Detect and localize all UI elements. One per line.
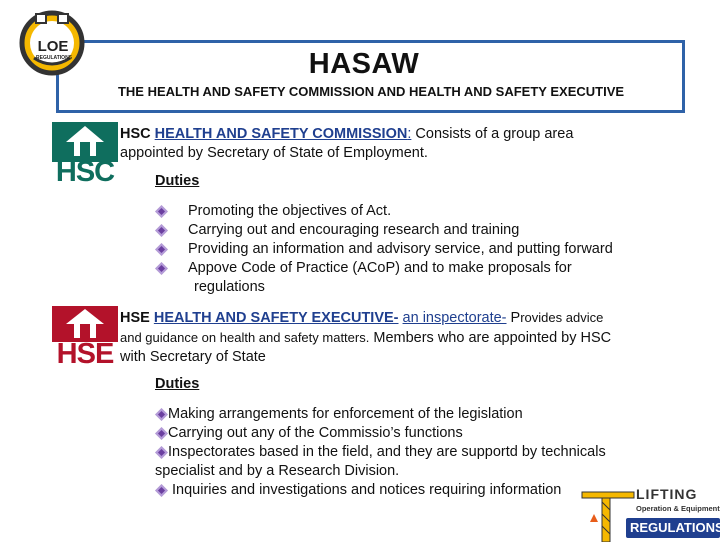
hse-desc-small2: and guidance on health and safety matters. <box>120 330 370 345</box>
hsc-duty-item <box>155 259 695 278</box>
hse-desc-line3: with Secretary of State <box>120 349 266 365</box>
hse-duties-label: Duties <box>155 376 200 392</box>
hsc-duties-label: Duties <box>155 173 200 189</box>
hse-logo-text: HSE <box>56 338 114 370</box>
page-subtitle: THE HEALTH AND SAFETY COMMISSION AND HEALTH AND SAFETY EXECUTIVE <box>117 84 625 99</box>
header-frame-bottom <box>56 110 685 113</box>
lifting-regulations-logo <box>578 484 723 542</box>
hsc-duty-continuation <box>155 278 695 297</box>
hse-duty-text: Inquiries and investigations and notices requiring information <box>168 482 562 498</box>
hsc-duty-item <box>155 221 695 240</box>
lifting-logo-line2: Operation & Equipment <box>636 504 720 513</box>
hse-duty-text: Carrying out any of the Commissio’s functions <box>168 425 463 441</box>
hse-duty-item <box>155 443 695 462</box>
hsc-logo <box>52 122 118 186</box>
diamond-bullet-icon <box>155 262 168 275</box>
hsc-duty-text: Providing an information and advisory service, and putting forward <box>188 241 613 257</box>
hse-duty-item <box>155 405 695 424</box>
hsc-duty-item <box>155 202 695 221</box>
diamond-bullet-icon <box>155 224 168 237</box>
lifting-logo-line3: REGULATIONS <box>630 520 724 535</box>
hse-duty-text: Making arrangements for enforcement of the legislation <box>168 406 523 422</box>
diamond-bullet-icon <box>155 484 168 497</box>
diamond-bullet-icon <box>155 408 168 421</box>
hse-duty-text: Inspectorates based in the field, and they are supportd by technicals <box>168 444 606 460</box>
diamond-bullet-icon <box>155 427 168 440</box>
hsc-colon: : <box>407 126 412 142</box>
hsc-logo-text: HSC <box>55 156 115 188</box>
loe-logo-text: LOE <box>37 38 69 55</box>
hsc-duty-text: regulations <box>194 279 265 295</box>
hse-duty-text: specialist and by a Research Division. <box>155 463 400 479</box>
hsc-duty-text: Promoting the objectives of Act. <box>188 203 392 219</box>
hse-description <box>120 308 700 367</box>
hsc-description-line1 <box>120 125 690 144</box>
diamond-bullet-icon <box>155 243 168 256</box>
hse-label-full: HEALTH AND SAFETY EXECUTIVE- <box>153 310 399 326</box>
hse-desc-small1: rovides advice <box>520 310 604 325</box>
hse-logo <box>52 306 118 370</box>
hse-desc-line2-rest: Members who are appointed by HSC <box>369 330 612 346</box>
hse-description-line2 <box>120 328 700 348</box>
hsc-desc-line2: appointed by Secretary of State of Employment. <box>120 145 428 161</box>
hsc-duty-text: Appove Code of Practice (ACoP) and to make proposals for <box>188 260 572 276</box>
hsc-duty-text: Carrying out and encouraging research and training <box>188 222 520 238</box>
loe-logo-subtext: REGULATIONS <box>36 55 73 61</box>
hse-logo-graphic <box>52 306 118 342</box>
hsc-label-abbr: HSC <box>120 126 151 142</box>
hse-duty-continuation <box>155 462 695 481</box>
hse-desc-p: P <box>506 310 521 326</box>
hse-description-line1 <box>120 308 700 328</box>
hsc-description <box>120 125 690 163</box>
diamond-bullet-icon <box>155 446 168 459</box>
page-title: HASAW <box>308 48 420 80</box>
lifting-logo-line1: LIFTING <box>636 486 698 502</box>
hsc-duty-item <box>155 240 695 259</box>
hse-inspectorate: an inspectorate- <box>402 310 507 326</box>
hse-duty-item <box>155 424 695 443</box>
diamond-bullet-icon <box>155 205 168 218</box>
hsc-label-full: HEALTH AND SAFETY COMMISSION <box>154 126 408 142</box>
hse-label-abbr: HSE <box>120 310 150 326</box>
hsc-duties-list <box>155 202 695 297</box>
hsc-desc-line1: Consists of a group area <box>411 126 574 142</box>
header-frame-top <box>72 40 684 43</box>
